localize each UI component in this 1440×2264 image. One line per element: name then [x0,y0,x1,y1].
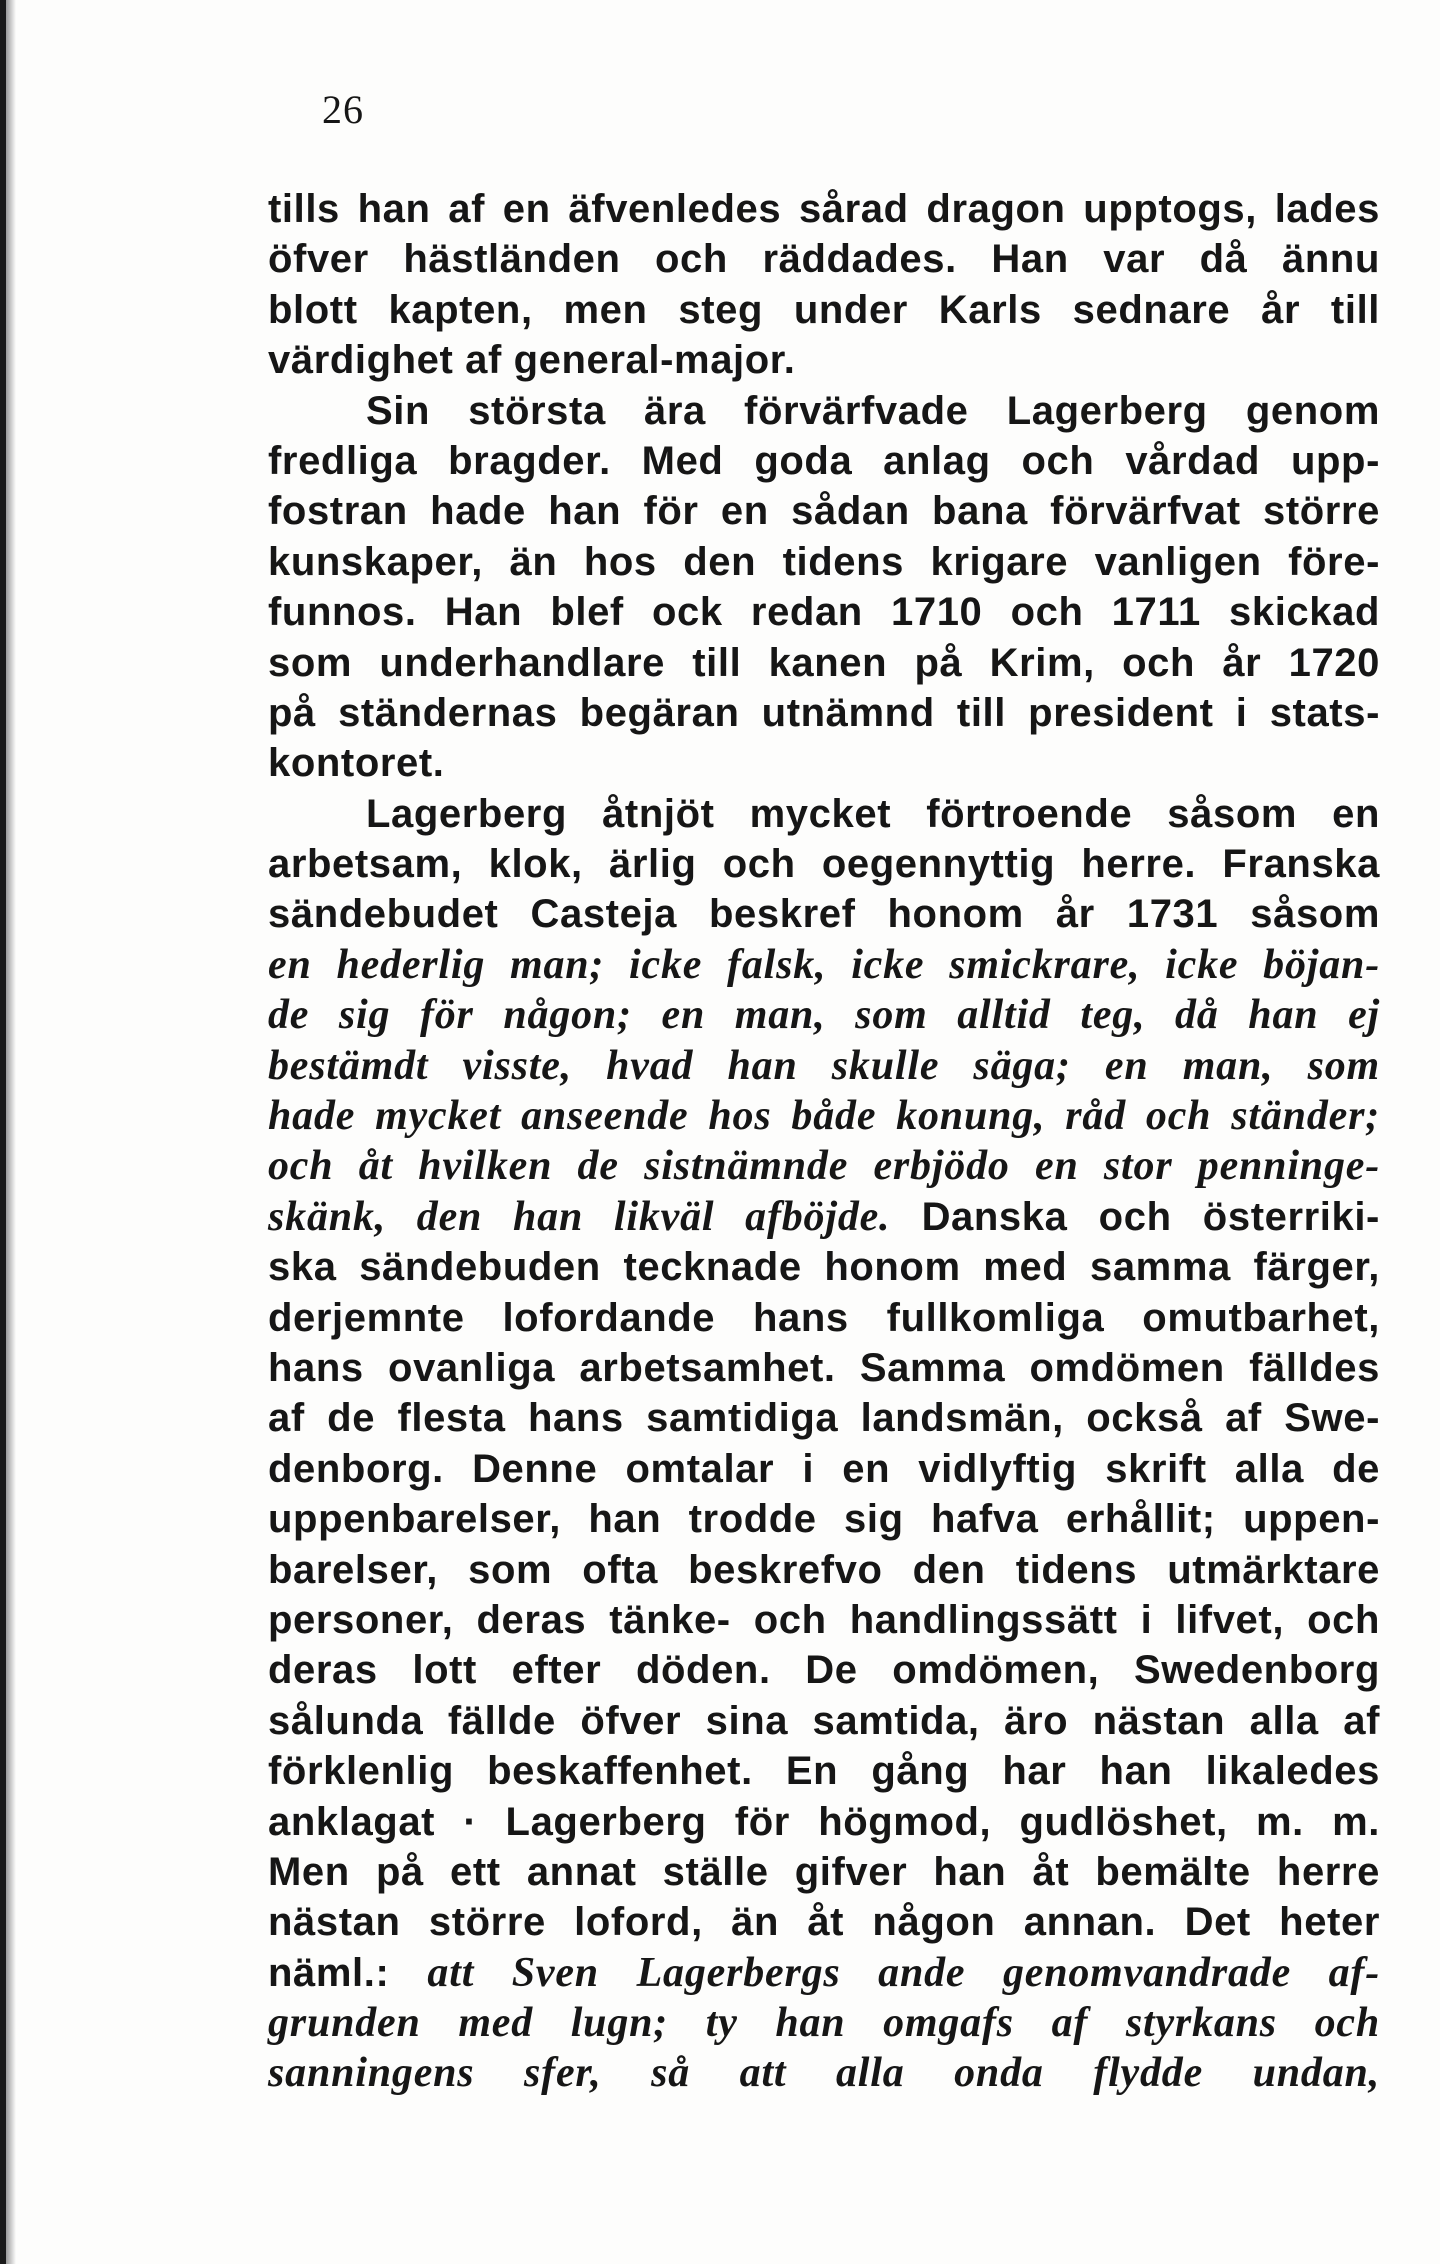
text-line: kunskaper, än hos den tidens krigare vanligen före- [268,539,1380,584]
text-line: fredliga bragder. Med goda anlag och vårdad upp- [268,438,1380,483]
italic-segment: att Sven Lagerbergs ande genomvandrade af- [427,1949,1380,1996]
text-line: öfver hästländen och räddades. Han var då ännu [268,237,1380,282]
text-line: Sin största ära förvärfvade Lagerberg genom [366,388,1380,433]
text-line: ska sändebuden tecknade honom med samma färger, [268,1245,1380,1290]
text-line-italic: sanningens sfer, så att alla onda flydde undan, [268,2050,1380,2097]
text-line: derjemnte lofordande hans fullkomliga omutbarhet, [268,1295,1380,1340]
text-line: nästan större loford, än åt någon annan. Det heter [268,1900,1380,1945]
text-line: personer, deras tänke- och handlingssätt i lifvet, och [268,1597,1380,1642]
text-line-italic: grunden med lugn; ty han omgafs af styrkans och [268,2000,1380,2047]
text-line: Men på ett annat ställe gifver han åt bemälte herre [268,1849,1380,1894]
page-binding-shadow [6,0,16,2264]
text-line: arbetsam, klok, ärlig och oegennyttig herre. Franska [268,842,1380,887]
text-line-italic: och åt hvilken de sistnämnde erbjödo en stor penninge- [268,1143,1380,1190]
text-line-italic: hade mycket anseende hos både konung, råd och ständer; [268,1093,1380,1140]
text-line: funnos. Han blef ock redan 1710 och 1711 skickad [268,590,1380,635]
text-line: värdighet af general-major. [268,338,796,383]
text-line: på ständernas begäran utnämnd till president i stats- [268,690,1380,735]
body-text [268,184,1380,2099]
text-line: uppenbarelser, han trodde sig hafva erhållit; uppen- [268,1497,1380,1542]
text-line-italic: bestämdt visste, hvad han skulle säga; en man, som [268,1042,1380,1089]
text-line: Lagerberg åtnjöt mycket förtroende såsom en [366,791,1380,836]
text-line: deras lott efter döden. De omdömen, Swedenborg [268,1648,1380,1693]
page-number: 26 [322,87,364,132]
text-line: denborg. Denne omtalar i en vidlyftig skrift alla de [268,1446,1380,1491]
text-line: anklagat · Lagerberg för högmod, gudlöshet, m. m. [268,1799,1380,1844]
text-line: som underhandlare till kanen på Krim, och år 1720 [268,640,1380,685]
text-line: blott kapten, men steg under Karls sednare år till [268,287,1380,332]
text-line: sålunda fällde öfver sina samtida, äro nästan alla af [268,1698,1380,1743]
italic-segment: skänk, den han likväl afböjde. [268,1193,891,1240]
text-line: kontoret. [268,741,445,786]
text-line: sändebudet Casteja beskref honom år 1731 såsom [268,892,1380,937]
text-line: förklenlig beskaffenhet. En gång har han likaledes [268,1749,1380,1794]
text-line-mixed [268,1948,1380,1998]
text-line: fostran hade han för en sådan bana förvärfvat större [268,489,1380,534]
text-line: af de flesta hans samtidiga landsmän, också af Swe- [268,1396,1380,1441]
text-line: tills han af en äfvenledes sårad dragon upptogs, lades [268,187,1380,231]
text-line-italic: en hederlig man; icke falsk, icke smickrare, icke böjan- [268,941,1380,988]
text-line: hans ovanliga arbetsamhet. Samma omdömen fälldes [268,1345,1380,1390]
roman-segment: näml.: [268,1950,428,1995]
text-line: barelser, som ofta beskrefvo den tidens utmärktare [268,1547,1380,1592]
text-line-mixed [268,1192,1380,1242]
roman-segment: Danska och österriki- [890,1194,1380,1239]
text-line-italic: de sig för någon; en man, som alltid teg, då han ej [268,992,1380,1039]
